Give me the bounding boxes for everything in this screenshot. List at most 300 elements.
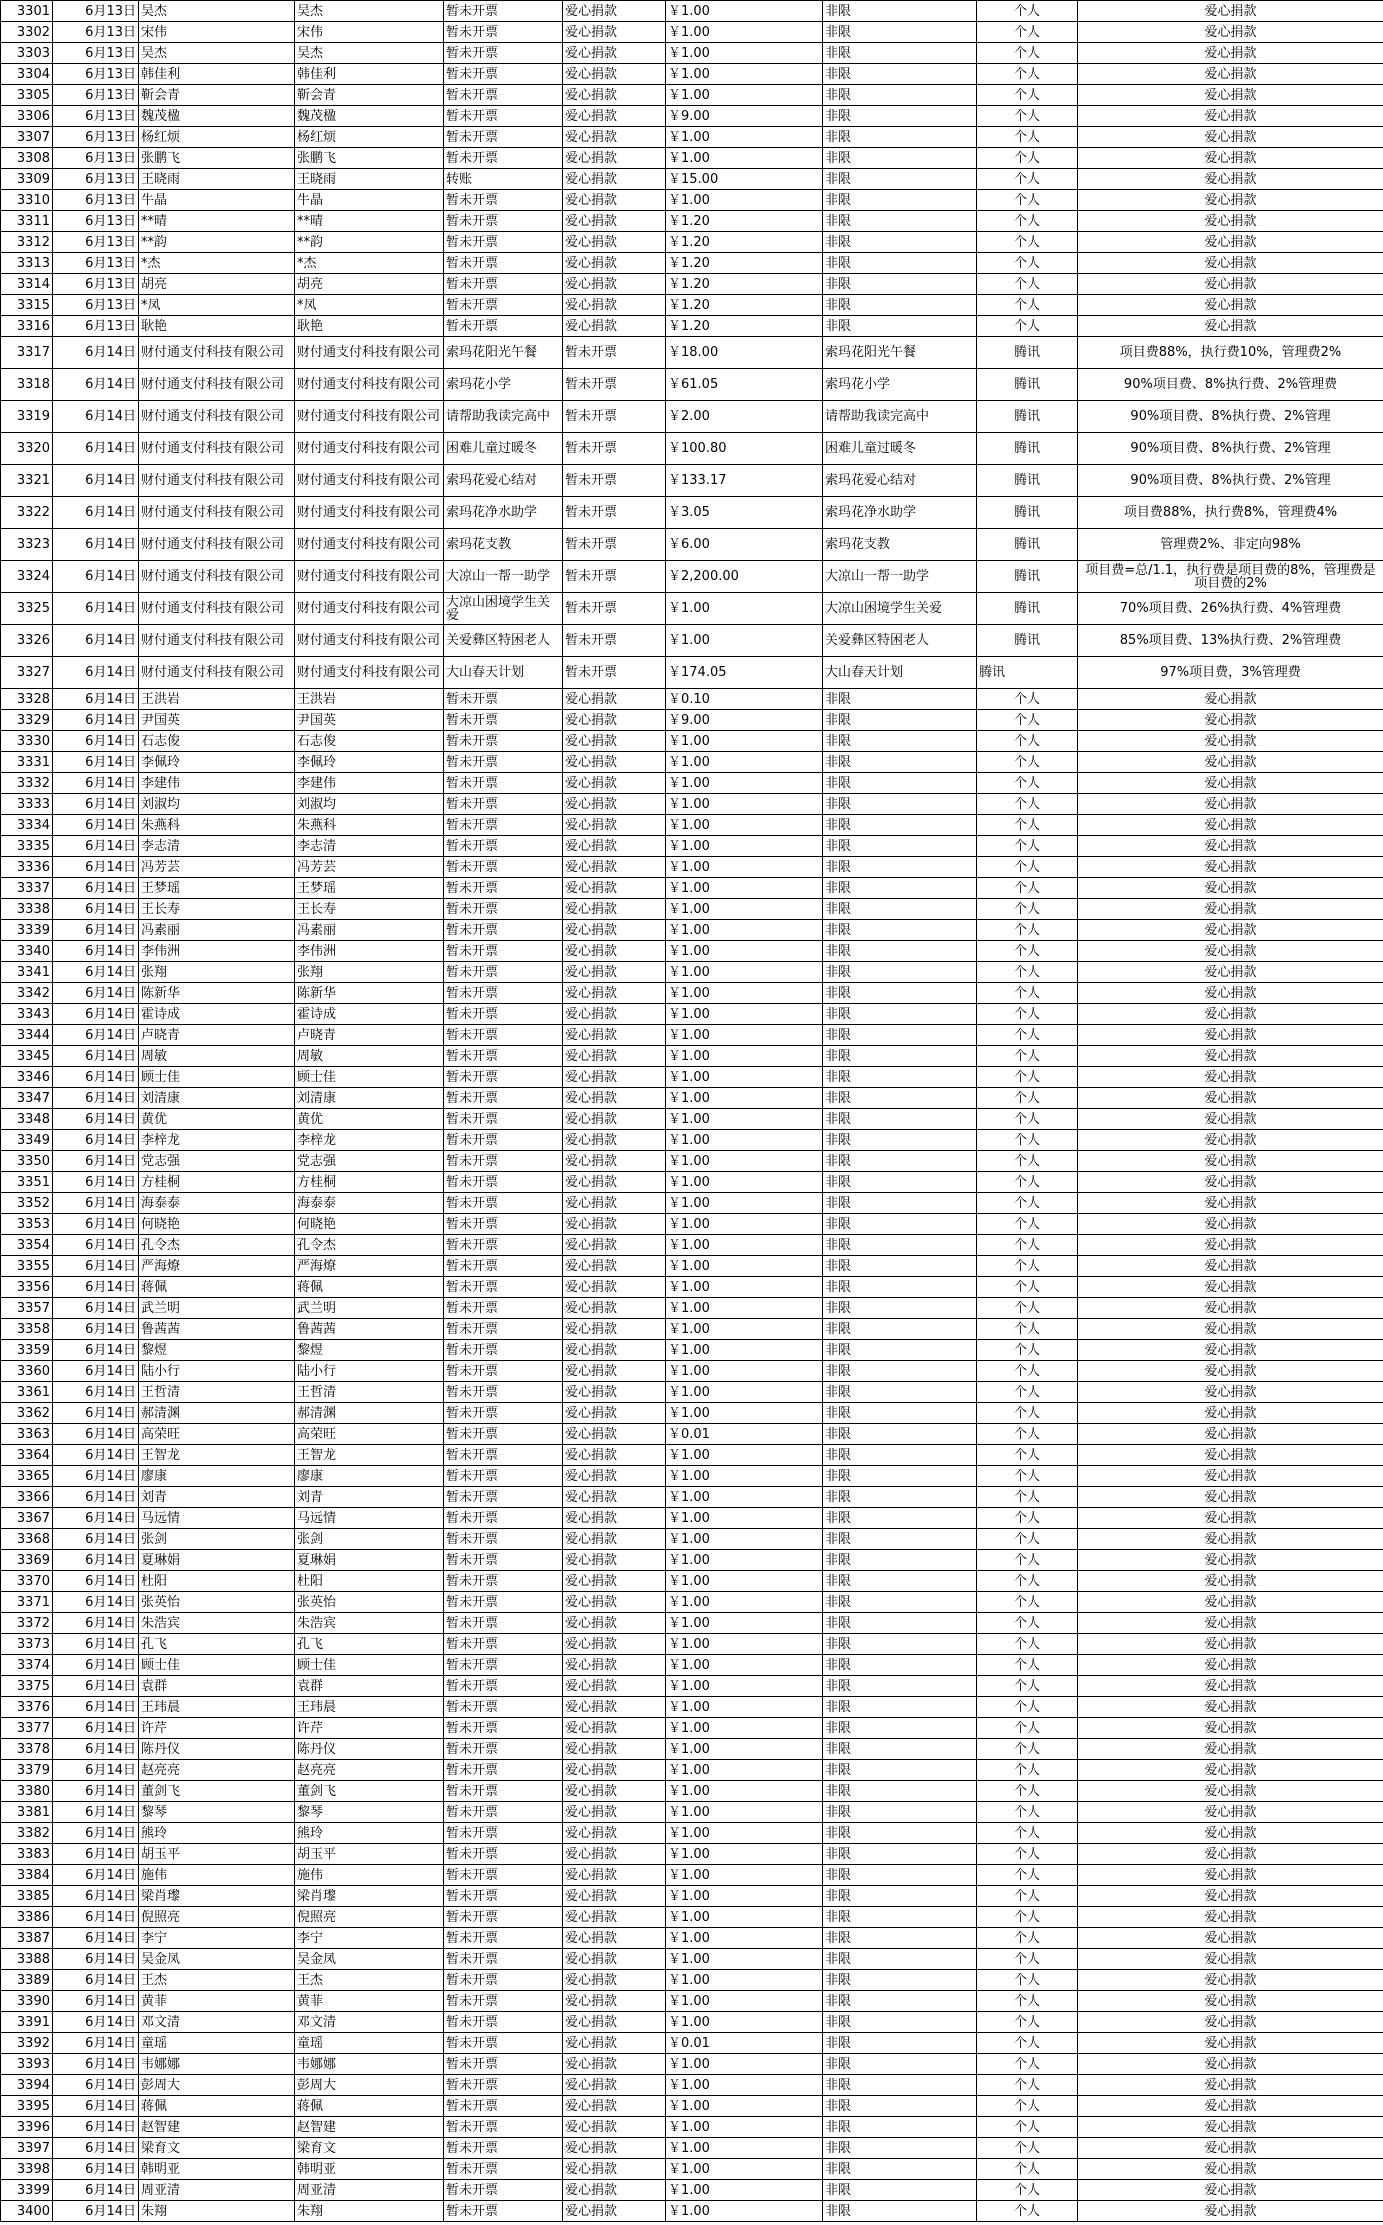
table-row [1, 920, 1383, 941]
amount-cell: ￥0.10 [666, 689, 823, 710]
usage-cell: 爱心捐款 [1078, 836, 1383, 857]
payer-name-cell: 彭周大 [295, 2075, 444, 2096]
donor-type-cell: 个人 [977, 983, 1078, 1004]
date-cell: 6月14日 [53, 1256, 139, 1277]
table-row [1, 433, 1383, 465]
date-cell: 6月14日 [53, 1067, 139, 1088]
usage-cell: 爱心捐款 [1078, 1403, 1383, 1424]
date-cell: 6月13日 [53, 1, 139, 22]
table-row [1, 752, 1383, 773]
invoice-status-cell: 暂未开票 [444, 1949, 563, 1970]
donor-name-cell: 刘青 [139, 1487, 295, 1508]
amount-cell: ￥0.01 [666, 1424, 823, 1445]
usage-cell: 爱心捐款 [1078, 1361, 1383, 1382]
purpose-cell: 爱心捐款 [563, 106, 666, 127]
invoice-status-cell: 暂未开票 [444, 1676, 563, 1697]
amount-cell: ￥1.00 [666, 1676, 823, 1697]
table-row [1, 64, 1383, 85]
purpose-cell: 爱心捐款 [563, 1151, 666, 1172]
amount-cell: ￥174.05 [666, 657, 823, 689]
purpose-cell: 爱心捐款 [563, 1802, 666, 1823]
donor-type-cell: 个人 [977, 211, 1078, 232]
donor-type-cell: 个人 [977, 22, 1078, 43]
usage-cell: 爱心捐款 [1078, 22, 1383, 43]
invoice-status-cell: 暂未开票 [444, 1319, 563, 1340]
row-number-cell: 3347 [1, 1088, 53, 1109]
table-row [1, 1067, 1383, 1088]
row-number-cell: 3357 [1, 1298, 53, 1319]
restriction-cell: 非限 [823, 1781, 977, 1802]
donor-type-cell: 个人 [977, 1466, 1078, 1487]
invoice-status-cell: 暂未开票 [444, 1718, 563, 1739]
usage-cell: 爱心捐款 [1078, 1319, 1383, 1340]
restriction-cell: 非限 [823, 1004, 977, 1025]
row-number-cell: 3361 [1, 1382, 53, 1403]
table-row [1, 1571, 1383, 1592]
row-number-cell: 3318 [1, 369, 53, 401]
invoice-status-cell: 暂未开票 [444, 1529, 563, 1550]
table-row [1, 1088, 1383, 1109]
donor-type-cell: 个人 [977, 1676, 1078, 1697]
restriction-cell: 非限 [823, 2117, 977, 2138]
restriction-cell: 非限 [823, 2012, 977, 2033]
donor-name-cell: **晴 [139, 211, 295, 232]
row-number-cell: 3351 [1, 1172, 53, 1193]
payer-name-cell: 高荣旺 [295, 1424, 444, 1445]
purpose-cell: 爱心捐款 [563, 2033, 666, 2054]
table-row [1, 625, 1383, 657]
date-cell: 6月14日 [53, 433, 139, 465]
table-row [1, 1844, 1383, 1865]
usage-cell: 爱心捐款 [1078, 773, 1383, 794]
restriction-cell: 非限 [823, 1424, 977, 1445]
donor-name-cell: 王梦瑶 [139, 878, 295, 899]
date-cell: 6月13日 [53, 169, 139, 190]
donor-type-cell: 个人 [977, 1739, 1078, 1760]
date-cell: 6月13日 [53, 190, 139, 211]
donor-name-cell: 张翔 [139, 962, 295, 983]
donor-type-cell: 个人 [977, 1634, 1078, 1655]
restriction-cell: 非限 [823, 1214, 977, 1235]
donor-name-cell: 童瑶 [139, 2033, 295, 2054]
amount-cell: ￥2.00 [666, 401, 823, 433]
purpose-cell: 爱心捐款 [563, 1382, 666, 1403]
donor-name-cell: 冯素丽 [139, 920, 295, 941]
row-number-cell: 3316 [1, 316, 53, 337]
row-number-cell: 3376 [1, 1697, 53, 1718]
table-row [1, 369, 1383, 401]
invoice-status-cell: 暂未开票 [444, 1571, 563, 1592]
row-number-cell: 3322 [1, 497, 53, 529]
donor-type-cell: 个人 [977, 1928, 1078, 1949]
table-row [1, 1256, 1383, 1277]
restriction-cell: 非限 [823, 1613, 977, 1634]
usage-cell: 爱心捐款 [1078, 1676, 1383, 1697]
usage-cell: 爱心捐款 [1078, 920, 1383, 941]
donor-type-cell: 个人 [977, 1235, 1078, 1256]
usage-cell: 90%项目费、8%执行费、2%管理费 [1078, 369, 1383, 401]
restriction-cell: 非限 [823, 1466, 977, 1487]
payer-name-cell: 孔令杰 [295, 1235, 444, 1256]
purpose-cell: 爱心捐款 [563, 1781, 666, 1802]
donor-name-cell: 杜阳 [139, 1571, 295, 1592]
payer-name-cell: 杨红烦 [295, 127, 444, 148]
date-cell: 6月14日 [53, 465, 139, 497]
restriction-cell: 请帮助我读完高中 [823, 401, 977, 433]
invoice-status-cell: 暂未开票 [444, 148, 563, 169]
purpose-cell: 暂未开票 [563, 337, 666, 369]
purpose-cell: 爱心捐款 [563, 64, 666, 85]
usage-cell: 爱心捐款 [1078, 316, 1383, 337]
usage-cell: 爱心捐款 [1078, 1466, 1383, 1487]
donor-type-cell: 个人 [977, 1004, 1078, 1025]
date-cell: 6月14日 [53, 1235, 139, 1256]
row-number-cell: 3367 [1, 1508, 53, 1529]
donor-name-cell: 顾士佳 [139, 1067, 295, 1088]
donor-name-cell: 刘清康 [139, 1088, 295, 1109]
row-number-cell: 3312 [1, 232, 53, 253]
invoice-status-cell: 暂未开票 [444, 1991, 563, 2012]
usage-cell: 爱心捐款 [1078, 1550, 1383, 1571]
table-row [1, 1130, 1383, 1151]
restriction-cell: 非限 [823, 1382, 977, 1403]
payer-name-cell: 鲁茜茜 [295, 1319, 444, 1340]
row-number-cell: 3400 [1, 2201, 53, 2222]
date-cell: 6月14日 [53, 710, 139, 731]
table-row [1, 295, 1383, 316]
amount-cell: ￥1.00 [666, 2096, 823, 2117]
row-number-cell: 3374 [1, 1655, 53, 1676]
invoice-status-cell: 暂未开票 [444, 1067, 563, 1088]
row-number-cell: 3334 [1, 815, 53, 836]
amount-cell: ￥1.00 [666, 148, 823, 169]
table-row [1, 815, 1383, 836]
donor-type-cell: 个人 [977, 1571, 1078, 1592]
date-cell: 6月14日 [53, 878, 139, 899]
table-row [1, 401, 1383, 433]
invoice-status-cell: 暂未开票 [444, 1424, 563, 1445]
purpose-cell: 爱心捐款 [563, 1613, 666, 1634]
restriction-cell: 非限 [823, 1130, 977, 1151]
invoice-status-cell: 暂未开票 [444, 1928, 563, 1949]
purpose-cell: 暂未开票 [563, 401, 666, 433]
donor-type-cell: 个人 [977, 2075, 1078, 2096]
row-number-cell: 3324 [1, 561, 53, 593]
table-row [1, 1739, 1383, 1760]
restriction-cell: 索玛花小学 [823, 369, 977, 401]
restriction-cell: 困难儿童过暖冬 [823, 433, 977, 465]
donor-type-cell: 个人 [977, 1592, 1078, 1613]
payer-name-cell: 胡玉平 [295, 1844, 444, 1865]
date-cell: 6月14日 [53, 2054, 139, 2075]
amount-cell: ￥1.00 [666, 1193, 823, 1214]
invoice-status-cell: 暂未开票 [444, 1340, 563, 1361]
usage-cell: 爱心捐款 [1078, 1907, 1383, 1928]
purpose-cell: 爱心捐款 [563, 983, 666, 1004]
amount-cell: ￥6.00 [666, 529, 823, 561]
amount-cell: ￥1.00 [666, 1109, 823, 1130]
amount-cell: ￥1.00 [666, 2159, 823, 2180]
restriction-cell: 索玛花净水助学 [823, 497, 977, 529]
donor-name-cell: 尹国英 [139, 710, 295, 731]
invoice-status-cell: 暂未开票 [444, 1970, 563, 1991]
restriction-cell: 非限 [823, 295, 977, 316]
row-number-cell: 3301 [1, 1, 53, 22]
invoice-status-cell: 转账 [444, 169, 563, 190]
amount-cell: ￥1.00 [666, 2180, 823, 2201]
date-cell: 6月13日 [53, 148, 139, 169]
amount-cell: ￥1.00 [666, 1067, 823, 1088]
row-number-cell: 3398 [1, 2159, 53, 2180]
table-row [1, 1151, 1383, 1172]
donor-name-cell: 蒋佩 [139, 1277, 295, 1298]
row-number-cell: 3370 [1, 1571, 53, 1592]
donor-name-cell: 张剑 [139, 1529, 295, 1550]
restriction-cell: 索玛花支教 [823, 529, 977, 561]
purpose-cell: 爱心捐款 [563, 1529, 666, 1550]
row-number-cell: 3350 [1, 1151, 53, 1172]
table-row [1, 1487, 1383, 1508]
invoice-status-cell: 大凉山困境学生关爱 [444, 593, 563, 625]
donor-name-cell: 黄菲 [139, 1991, 295, 2012]
purpose-cell: 爱心捐款 [563, 1655, 666, 1676]
donor-type-cell: 个人 [977, 1256, 1078, 1277]
table-row [1, 1046, 1383, 1067]
date-cell: 6月14日 [53, 625, 139, 657]
donor-type-cell: 个人 [977, 1424, 1078, 1445]
date-cell: 6月14日 [53, 941, 139, 962]
row-number-cell: 3342 [1, 983, 53, 1004]
amount-cell: ￥1.00 [666, 1634, 823, 1655]
restriction-cell: 非限 [823, 148, 977, 169]
table-row [1, 148, 1383, 169]
purpose-cell: 爱心捐款 [563, 1235, 666, 1256]
invoice-status-cell: 暂未开票 [444, 1025, 563, 1046]
usage-cell: 爱心捐款 [1078, 857, 1383, 878]
donor-type-cell: 个人 [977, 1130, 1078, 1151]
usage-cell: 爱心捐款 [1078, 2075, 1383, 2096]
restriction-cell: 非限 [823, 1760, 977, 1781]
restriction-cell: 非限 [823, 689, 977, 710]
donor-type-cell: 个人 [977, 43, 1078, 64]
row-number-cell: 3369 [1, 1550, 53, 1571]
invoice-status-cell: 大山春天计划 [444, 657, 563, 689]
usage-cell: 爱心捐款 [1078, 941, 1383, 962]
donor-type-cell: 个人 [977, 64, 1078, 85]
donor-type-cell: 个人 [977, 1823, 1078, 1844]
date-cell: 6月14日 [53, 920, 139, 941]
donor-type-cell: 个人 [977, 1697, 1078, 1718]
invoice-status-cell: 暂未开票 [444, 1844, 563, 1865]
table-row [1, 1886, 1383, 1907]
date-cell: 6月14日 [53, 1886, 139, 1907]
purpose-cell: 爱心捐款 [563, 1466, 666, 1487]
invoice-status-cell: 暂未开票 [444, 2033, 563, 2054]
table-row [1, 1109, 1383, 1130]
date-cell: 6月14日 [53, 1487, 139, 1508]
table-row [1, 465, 1383, 497]
row-number-cell: 3391 [1, 2012, 53, 2033]
invoice-status-cell: 暂未开票 [444, 1361, 563, 1382]
amount-cell: ￥1.00 [666, 920, 823, 941]
restriction-cell: 非限 [823, 232, 977, 253]
payer-name-cell: 邓文清 [295, 2012, 444, 2033]
table-row [1, 316, 1383, 337]
table-row [1, 529, 1383, 561]
amount-cell: ￥1.00 [666, 1025, 823, 1046]
date-cell: 6月14日 [53, 1697, 139, 1718]
invoice-status-cell: 请帮助我读完高中 [444, 401, 563, 433]
date-cell: 6月14日 [53, 401, 139, 433]
amount-cell: ￥1.00 [666, 1214, 823, 1235]
purpose-cell: 爱心捐款 [563, 1550, 666, 1571]
payer-name-cell: 刘淑均 [295, 794, 444, 815]
row-number-cell: 3355 [1, 1256, 53, 1277]
invoice-status-cell: 暂未开票 [444, 752, 563, 773]
amount-cell: ￥1.00 [666, 1508, 823, 1529]
donor-type-cell: 个人 [977, 962, 1078, 983]
purpose-cell: 暂未开票 [563, 369, 666, 401]
row-number-cell: 3327 [1, 657, 53, 689]
donor-name-cell: *杰 [139, 253, 295, 274]
purpose-cell: 爱心捐款 [563, 1949, 666, 1970]
donor-type-cell: 个人 [977, 1, 1078, 22]
donor-name-cell: 武兰明 [139, 1298, 295, 1319]
row-number-cell: 3366 [1, 1487, 53, 1508]
row-number-cell: 3304 [1, 64, 53, 85]
purpose-cell: 爱心捐款 [563, 1025, 666, 1046]
purpose-cell: 暂未开票 [563, 657, 666, 689]
table-row [1, 1907, 1383, 1928]
row-number-cell: 3352 [1, 1193, 53, 1214]
restriction-cell: 非限 [823, 211, 977, 232]
row-number-cell: 3343 [1, 1004, 53, 1025]
payer-name-cell: 马远情 [295, 1508, 444, 1529]
row-number-cell: 3373 [1, 1634, 53, 1655]
donor-name-cell: 蒋佩 [139, 2096, 295, 2117]
restriction-cell: 非限 [823, 1151, 977, 1172]
row-number-cell: 3381 [1, 1802, 53, 1823]
table-row [1, 1004, 1383, 1025]
invoice-status-cell: 暂未开票 [444, 1382, 563, 1403]
purpose-cell: 暂未开票 [563, 561, 666, 593]
amount-cell: ￥1.00 [666, 1613, 823, 1634]
restriction-cell: 非限 [823, 1739, 977, 1760]
usage-cell: 项目费=总/1.1，执行费是项目费的8%，管理费是项目费的2% [1078, 561, 1383, 593]
purpose-cell: 暂未开票 [563, 433, 666, 465]
row-number-cell: 3385 [1, 1886, 53, 1907]
amount-cell: ￥1.00 [666, 2138, 823, 2159]
table-row [1, 1676, 1383, 1697]
restriction-cell: 非限 [823, 1844, 977, 1865]
amount-cell: ￥2,200.00 [666, 561, 823, 593]
usage-cell: 爱心捐款 [1078, 1697, 1383, 1718]
purpose-cell: 爱心捐款 [563, 274, 666, 295]
donor-name-cell: 张鹏飞 [139, 148, 295, 169]
restriction-cell: 非限 [823, 1886, 977, 1907]
restriction-cell: 非限 [823, 815, 977, 836]
invoice-status-cell: 暂未开票 [444, 1046, 563, 1067]
usage-cell: 爱心捐款 [1078, 1424, 1383, 1445]
donor-type-cell: 个人 [977, 1193, 1078, 1214]
payer-name-cell: 黎琴 [295, 1802, 444, 1823]
amount-cell: ￥1.00 [666, 1151, 823, 1172]
date-cell: 6月14日 [53, 1676, 139, 1697]
date-cell: 6月14日 [53, 1550, 139, 1571]
donor-name-cell: 朱翔 [139, 2201, 295, 2222]
date-cell: 6月13日 [53, 64, 139, 85]
payer-name-cell: 吴杰 [295, 43, 444, 64]
date-cell: 6月14日 [53, 529, 139, 561]
purpose-cell: 爱心捐款 [563, 941, 666, 962]
usage-cell: 爱心捐款 [1078, 127, 1383, 148]
amount-cell: ￥1.00 [666, 625, 823, 657]
invoice-status-cell: 暂未开票 [444, 190, 563, 211]
payer-name-cell: 朱翔 [295, 2201, 444, 2222]
date-cell: 6月14日 [53, 1508, 139, 1529]
date-cell: 6月14日 [53, 2117, 139, 2138]
purpose-cell: 爱心捐款 [563, 22, 666, 43]
restriction-cell: 非限 [823, 1697, 977, 1718]
donor-type-cell: 腾讯 [977, 593, 1078, 625]
invoice-status-cell: 索玛花阳光午餐 [444, 337, 563, 369]
donor-name-cell: 吴杰 [139, 1, 295, 22]
donor-name-cell: 李志清 [139, 836, 295, 857]
usage-cell: 爱心捐款 [1078, 1445, 1383, 1466]
donor-type-cell: 个人 [977, 878, 1078, 899]
restriction-cell: 非限 [823, 2201, 977, 2222]
usage-cell: 90%项目费、8%执行费、2%管理 [1078, 401, 1383, 433]
payer-name-cell: 朱浩宾 [295, 1613, 444, 1634]
date-cell: 6月14日 [53, 1613, 139, 1634]
date-cell: 6月14日 [53, 2075, 139, 2096]
invoice-status-cell: 暂未开票 [444, 1781, 563, 1802]
invoice-status-cell: 暂未开票 [444, 1256, 563, 1277]
purpose-cell: 爱心捐款 [563, 1193, 666, 1214]
donor-type-cell: 个人 [977, 1949, 1078, 1970]
restriction-cell: 非限 [823, 2159, 977, 2180]
usage-cell: 爱心捐款 [1078, 1487, 1383, 1508]
payer-name-cell: 张翔 [295, 962, 444, 983]
row-number-cell: 3306 [1, 106, 53, 127]
purpose-cell: 爱心捐款 [563, 1403, 666, 1424]
amount-cell: ￥1.20 [666, 274, 823, 295]
row-number-cell: 3363 [1, 1424, 53, 1445]
amount-cell: ￥1.00 [666, 1844, 823, 1865]
usage-cell: 爱心捐款 [1078, 106, 1383, 127]
donor-name-cell: 宋伟 [139, 22, 295, 43]
purpose-cell: 爱心捐款 [563, 1739, 666, 1760]
donor-name-cell: 财付通支付科技有限公司 [139, 625, 295, 657]
row-number-cell: 3378 [1, 1739, 53, 1760]
payer-name-cell: *杰 [295, 253, 444, 274]
amount-cell: ￥1.00 [666, 2201, 823, 2222]
date-cell: 6月14日 [53, 337, 139, 369]
donor-type-cell: 腾讯 [977, 561, 1078, 593]
date-cell: 6月14日 [53, 1571, 139, 1592]
payer-name-cell: 财付通支付科技有限公司 [295, 625, 444, 657]
invoice-status-cell: 暂未开票 [444, 85, 563, 106]
invoice-status-cell: 暂未开票 [444, 316, 563, 337]
restriction-cell: 非限 [823, 1025, 977, 1046]
usage-cell: 爱心捐款 [1078, 689, 1383, 710]
date-cell: 6月14日 [53, 1844, 139, 1865]
donor-name-cell: 赵亮亮 [139, 1760, 295, 1781]
row-number-cell: 3356 [1, 1277, 53, 1298]
invoice-status-cell: 暂未开票 [444, 1865, 563, 1886]
donor-type-cell: 个人 [977, 1529, 1078, 1550]
donor-name-cell: 党志强 [139, 1151, 295, 1172]
